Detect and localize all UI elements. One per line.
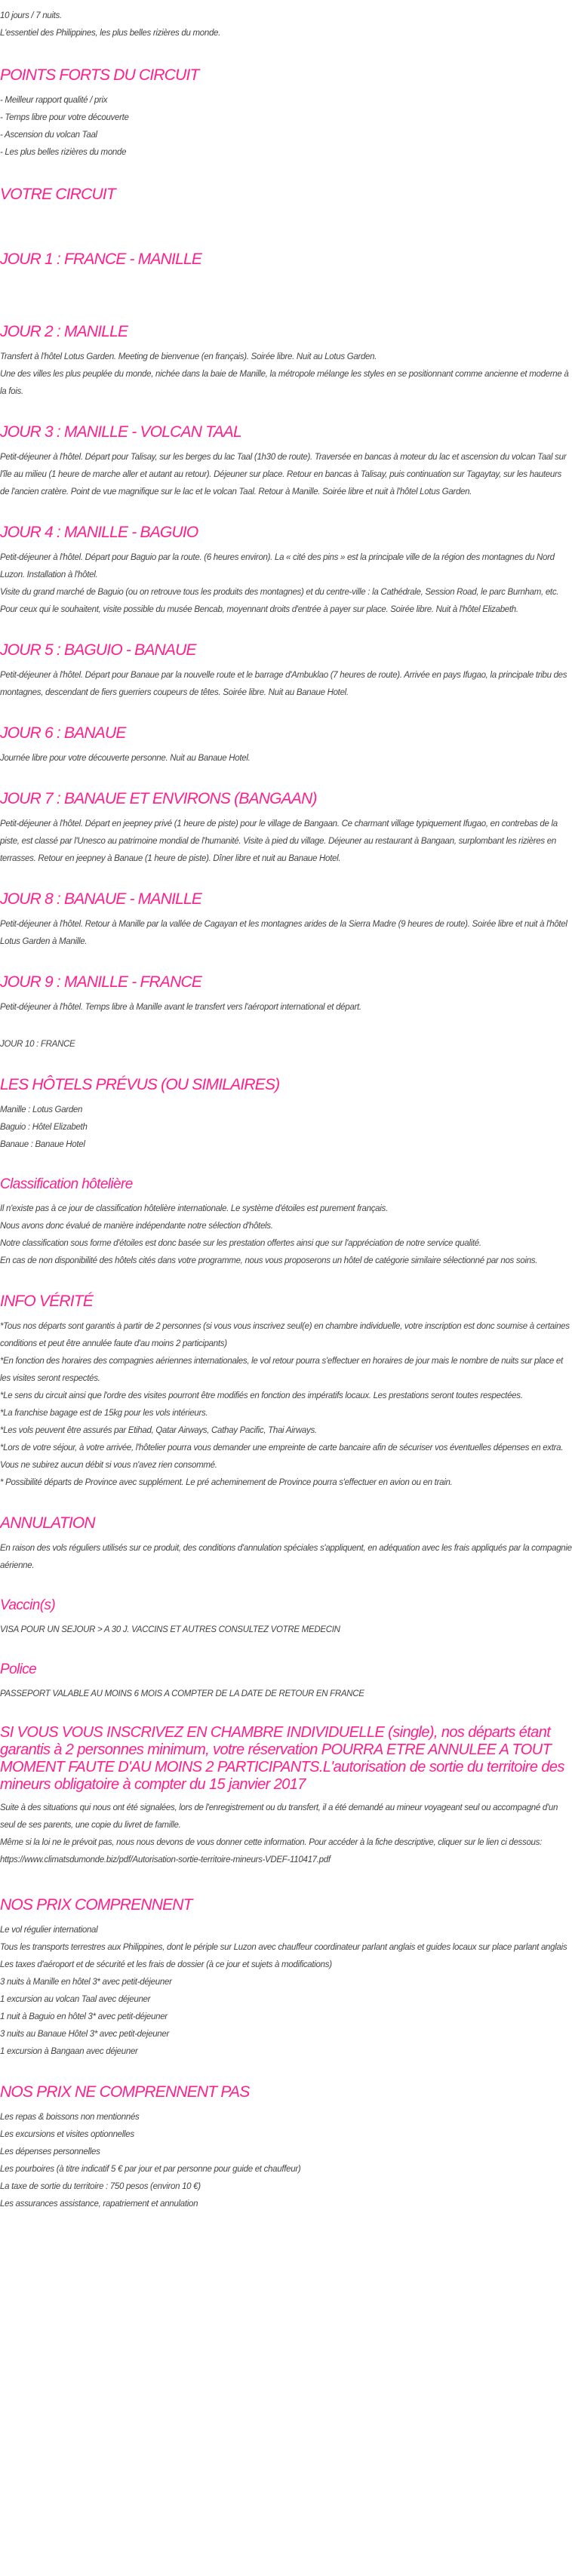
highlight-item: - Meilleur rapport qualité / prix (0, 96, 108, 105)
day-title: JOUR 1 : FRANCE - MANILLE (0, 251, 202, 268)
day-1 (0, 249, 572, 270)
day-7 (0, 788, 572, 868)
day-text: Journée libre pour votre découverte personne. Nuit au Banaue Hotel. (0, 754, 251, 763)
excluded-title: NOS PRIX NE COMPRENNENT PAS (0, 2083, 250, 2101)
day-title: JOUR 8 : BANAUE - MANILLE (0, 890, 202, 908)
included-item: Tous les transports terrestres aux Philippines, dont le périple sur Luzon avec chauffeur coordinateur parlant anglais et guides locaux sur place parlant anglais (0, 1943, 567, 1952)
excluded-item: Les pourboires (à titre indicatif 5 € par jour et par personne pour guide et chauffeur) (0, 2165, 301, 2174)
classification-line: Il n'existe pas à ce jour de classification hôtelière internationale. Le système d'étoiles est purement français. (0, 1204, 388, 1213)
highlight-item: - Ascension du volcan Taal (0, 131, 97, 140)
hotels-title: LES HÔTELS PRÉVUS (OU SIMILAIRES) (0, 1076, 280, 1093)
day-5 (0, 640, 572, 702)
day-text: Une des villes les plus peuplée du monde, nichée dans la baie de Manille, la métropole mélange les styles en se positionnant comme ancienne et moderne à la fois. (0, 370, 569, 396)
police-text: PASSEPORT VALABLE AU MOINS 6 MOIS A COMPTER DE LA DATE DE RETOUR EN FRANCE (0, 1689, 364, 1698)
police-title: Police (0, 1661, 37, 1677)
day-2 (0, 321, 572, 401)
day-text: Petit-déjeuner à l'hôtel. Temps libre à Manille avant le transfert vers l'aéroport international et départ. (0, 1003, 361, 1012)
excluded-item: Les excursions et visites optionnelles (0, 2130, 134, 2139)
included-item: 3 nuits à Manille en hôtel 3* avec petit-déjeuner (0, 1978, 172, 1987)
day-text: Petit-déjeuner à l'hôtel. Départ pour Baguio par la route. (6 heures environ). La « cité des pins » est la principale ville de la région des montagnes du Nord Luzon. Installation à l'hôtel. (0, 553, 555, 579)
highlights-section (0, 65, 572, 161)
classification-line: Nous avons donc évalué de manière indépendante notre sélection d'hôtels. (0, 1222, 273, 1231)
minors-info: Suite à des situations qui nous ont été signalées, lors de l'enregistrement ou du transfert, il a été demandé au mineur voyageant seul ou accompagné d'un seul de ses parents, une copie du livret de famille. (0, 1803, 558, 1830)
cancellation-title: ANNULATION (0, 1514, 95, 1532)
info-line: *Les vols peuvent être assurés par Etihad, Qatar Airways, Cathay Pacific, Thai Airways. (0, 1426, 317, 1435)
day-text: Petit-déjeuner à l'hôtel. Départ en jeepney privé (1 heure de piste) pour le village de Bangaan. Ce charmant village typiquement Ifugao, en contrebas de la piste, est classé par l'Unesco au patrimoine mondial de l'humanité. Visite à pied du village. Déjeuner au restaurant à Bangaan, surplombant les rizières en terrasses. Retour en jeepney à Banaue (1 heure de piste). Dîner libre et nuit au Banaue Hotel. (0, 819, 558, 863)
excluded-item: Les repas & boissons non mentionnés (0, 2113, 140, 2122)
cancellation-text: En raison des vols réguliers utilisés sur ce produit, des conditions d'annulation spéciales s'appliquent, en adéquation avec les frais appliqués par la compagnie aérienne. (0, 1544, 572, 1570)
day-4 (0, 522, 572, 619)
highlight-item: - Les plus belles rizières du monde (0, 148, 127, 157)
included-item: 1 nuit à Baguio en hôtel 3* avec petit-déjeuner (0, 2012, 168, 2021)
day-6 (0, 723, 572, 767)
included-item: Les taxes d'aéroport et de sécurité et les frais de dossier (à ce jour et sujets à modifications) (0, 1960, 332, 1969)
intro (0, 8, 572, 42)
cancellation-section (0, 1513, 572, 1575)
info-line: *Tous nos départs sont garantis à partir de 2 personnes (si vous vous inscrivez seul(e) en chambre individuelle, votre inscription est donc soumise à certaines conditions et peut être annulée faute d'au moins 2 participants) (0, 1322, 570, 1348)
vaccines-section (0, 1596, 572, 1639)
info-line: *En fonction des horaires des compagnies aériennes internationales, le vol retour pourra s'effectuer en horaires de jour mais le nombre de nuits sur place et les visites seront respectés. (0, 1357, 563, 1383)
info-line: *Lors de votre séjour, à votre arrivée, l'hôtelier pourra vous demander une empreinte de carte bancaire afin de sécuriser vos éventuelles dépenses en extra. Vous ne subirez aucun débit si vous n'avez rien consommé. (0, 1443, 564, 1470)
classification-title: Classification hôtelière (0, 1176, 133, 1192)
excluded-item: La taxe de sortie du territoire : 750 pesos (environ 10 €) (0, 2182, 201, 2191)
info-line: * Possibilité départs de Province avec supplément. Le pré acheminement de Province pourra s'effectuer en avion ou en train. (0, 1478, 453, 1487)
day-text: Petit-déjeuner à l'hôtel. Départ pour Talisay, sur les berges du lac Taal (1h30 de route). Traversée en bancas à moteur du lac et ascension du volcan Taal sur l'île au milieu (1 heure de marche aller et autant au retour). Déjeuner sur place. Retour en bancas à Talisay, puis continuation sur Tagaytay, sur les hauteurs de l'ancien cratère. Point de vue magnifique sur le lac et le volcan Taal. Retour à Manille. Soirée libre et nuit à l'hôtel Lotus Garden. (0, 453, 567, 496)
hotel-item: Manille : Lotus Garden (0, 1105, 83, 1114)
day-3 (0, 422, 572, 501)
circuit-title: VOTRE CIRCUIT (0, 186, 115, 203)
day-title: JOUR 7 : BANAUE ET ENVIRONS (BANGAAN) (0, 790, 317, 807)
day-text: Petit-déjeuner à l'hôtel. Départ pour Banaue par la nouvelle route et le barrage d'Ambuklao (7 heures de route). Arrivée en pays Ifugao, la principale tribu des montagnes, descendant de fiers guerriers coupeurs de têtes. Soirée libre. Nuit au Banaue Hotel. (0, 671, 567, 697)
day-title: JOUR 6 : BANAUE (0, 724, 126, 742)
included-item: 1 excursion à Bangaan avec déjeuner (0, 2047, 138, 2056)
classification-line: En cas de non disponibilité des hôtels cités dans votre programme, nous vous proposerons un hôtel de catégorie similaire sélectionné par nos soins. (0, 1256, 538, 1265)
day-8 (0, 889, 572, 951)
hotel-item: Baguio : Hôtel Elizabeth (0, 1123, 88, 1132)
day-title: JOUR 3 : MANILLE - VOLCAN TAAL (0, 423, 241, 441)
info-title: INFO VÉRITÉ (0, 1293, 94, 1310)
police-section (0, 1660, 572, 1703)
day-text: Transfert à l'hôtel Lotus Garden. Meeting de bienvenue (en français). Soirée libre. Nuit au Lotus Garden. (0, 352, 377, 361)
day-title: JOUR 4 : MANILLE - BAGUIO (0, 524, 198, 541)
day-text: Petit-déjeuner à l'hôtel. Retour à Manille par la vallée de Cagayan et les montagnes arides de la Sierra Madre (9 heures de route). Soirée libre et nuit à l'hôtel Lotus Garden à Manille. (0, 920, 567, 946)
included-item: 3 nuits au Banaue Hôtel 3* avec petit-dejeuner (0, 2030, 170, 2039)
highlight-item: - Temps libre pour votre découverte (0, 113, 129, 122)
day-9 (0, 972, 572, 1016)
trip-duration: 10 jours / 7 nuits. (0, 11, 62, 20)
info-line: *Le sens du circuit ainsi que l'ordre des visites pourront être modifiés en fonction des impératifs locaux. Les prestations seront toutes respectées. (0, 1391, 523, 1400)
included-item: 1 excursion au volcan Taal avec déjeuner (0, 1995, 151, 2004)
minors-info: Même si la loi ne le prévoit pas, nous nous devons de vous donner cette information. Pour accéder à la fiche descriptive, cliquer sur le lien ci dessous: (0, 1838, 542, 1847)
included-title: NOS PRIX COMPRENNENT (0, 1896, 192, 1914)
day-title: JOUR 5 : BAGUIO - BANAUE (0, 641, 196, 659)
classification-section (0, 1175, 572, 1270)
day-text: Visite du grand marché de Baguio (ou on retrouve tous les produits des montagnes) et du centre-ville : la Cathédrale, Session Road, le parc Burnham, etc. Pour ceux qui le souhaitent, visite possible du musée Bencab, moyennant droits d'entrée à payer sur place. Soirée libre. Nuit à l'hôtel Elizabeth. (0, 588, 559, 614)
classification-line: Notre classification sous forme d'étoiles est donc basée sur les prestation offertes ainsi que sur l'appréciation de notre service qualité. (0, 1239, 481, 1248)
excluded-item: Les assurances assistance, rapatriement et annulation (0, 2199, 198, 2209)
hotels-section (0, 1074, 572, 1154)
highlights-title: POINTS FORTS DU CIRCUIT (0, 66, 199, 84)
info-line: *La franchise bagage est de 15kg pour les vols intérieurs. (0, 1409, 208, 1418)
day-title: JOUR 9 : MANILLE - FRANCE (0, 973, 202, 991)
info-section (0, 1291, 572, 1492)
excluded-item: Les dépenses personnelles (0, 2147, 100, 2156)
single-room-warning: SI VOUS VOUS INSCRIVEZ EN CHAMBRE INDIVIDUELLE (single), nos départs étant garantis à 2 personnes minimum, votre réservation POURRA ETRE ANNULEE A TOUT MOMENT FAUTE D'AU MOINS 2 PARTICIPANTS.L'autorisation de sortie du territoire des mineurs obligatoire à compter du 15 janvier 2017 (0, 1724, 564, 1793)
single-room-section (0, 1724, 572, 1869)
included-item: Le vol régulier international (0, 1926, 98, 1935)
included-section (0, 1895, 572, 2061)
circuit-section (0, 184, 572, 1053)
minors-authorization-link[interactable]: https://www.climatsdumonde.biz/pdf/Autorisation-sortie-territoire-mineurs-VDEF-110417.pdf (0, 1855, 331, 1864)
vaccines-text: VISA POUR UN SEJOUR > A 30 J. VACCINS ET AUTRES CONSULTEZ VOTRE MEDECIN (0, 1625, 340, 1634)
day-title: JOUR 2 : MANILLE (0, 323, 128, 340)
trip-tagline: L'essentiel des Philippines, les plus belles rizières du monde. (0, 29, 221, 38)
excluded-section (0, 2082, 572, 2213)
vaccines-title: Vaccin(s) (0, 1597, 56, 1613)
hotel-item: Banaue : Banaue Hotel (0, 1140, 85, 1149)
day-10: JOUR 10 : FRANCE (0, 1040, 75, 1049)
